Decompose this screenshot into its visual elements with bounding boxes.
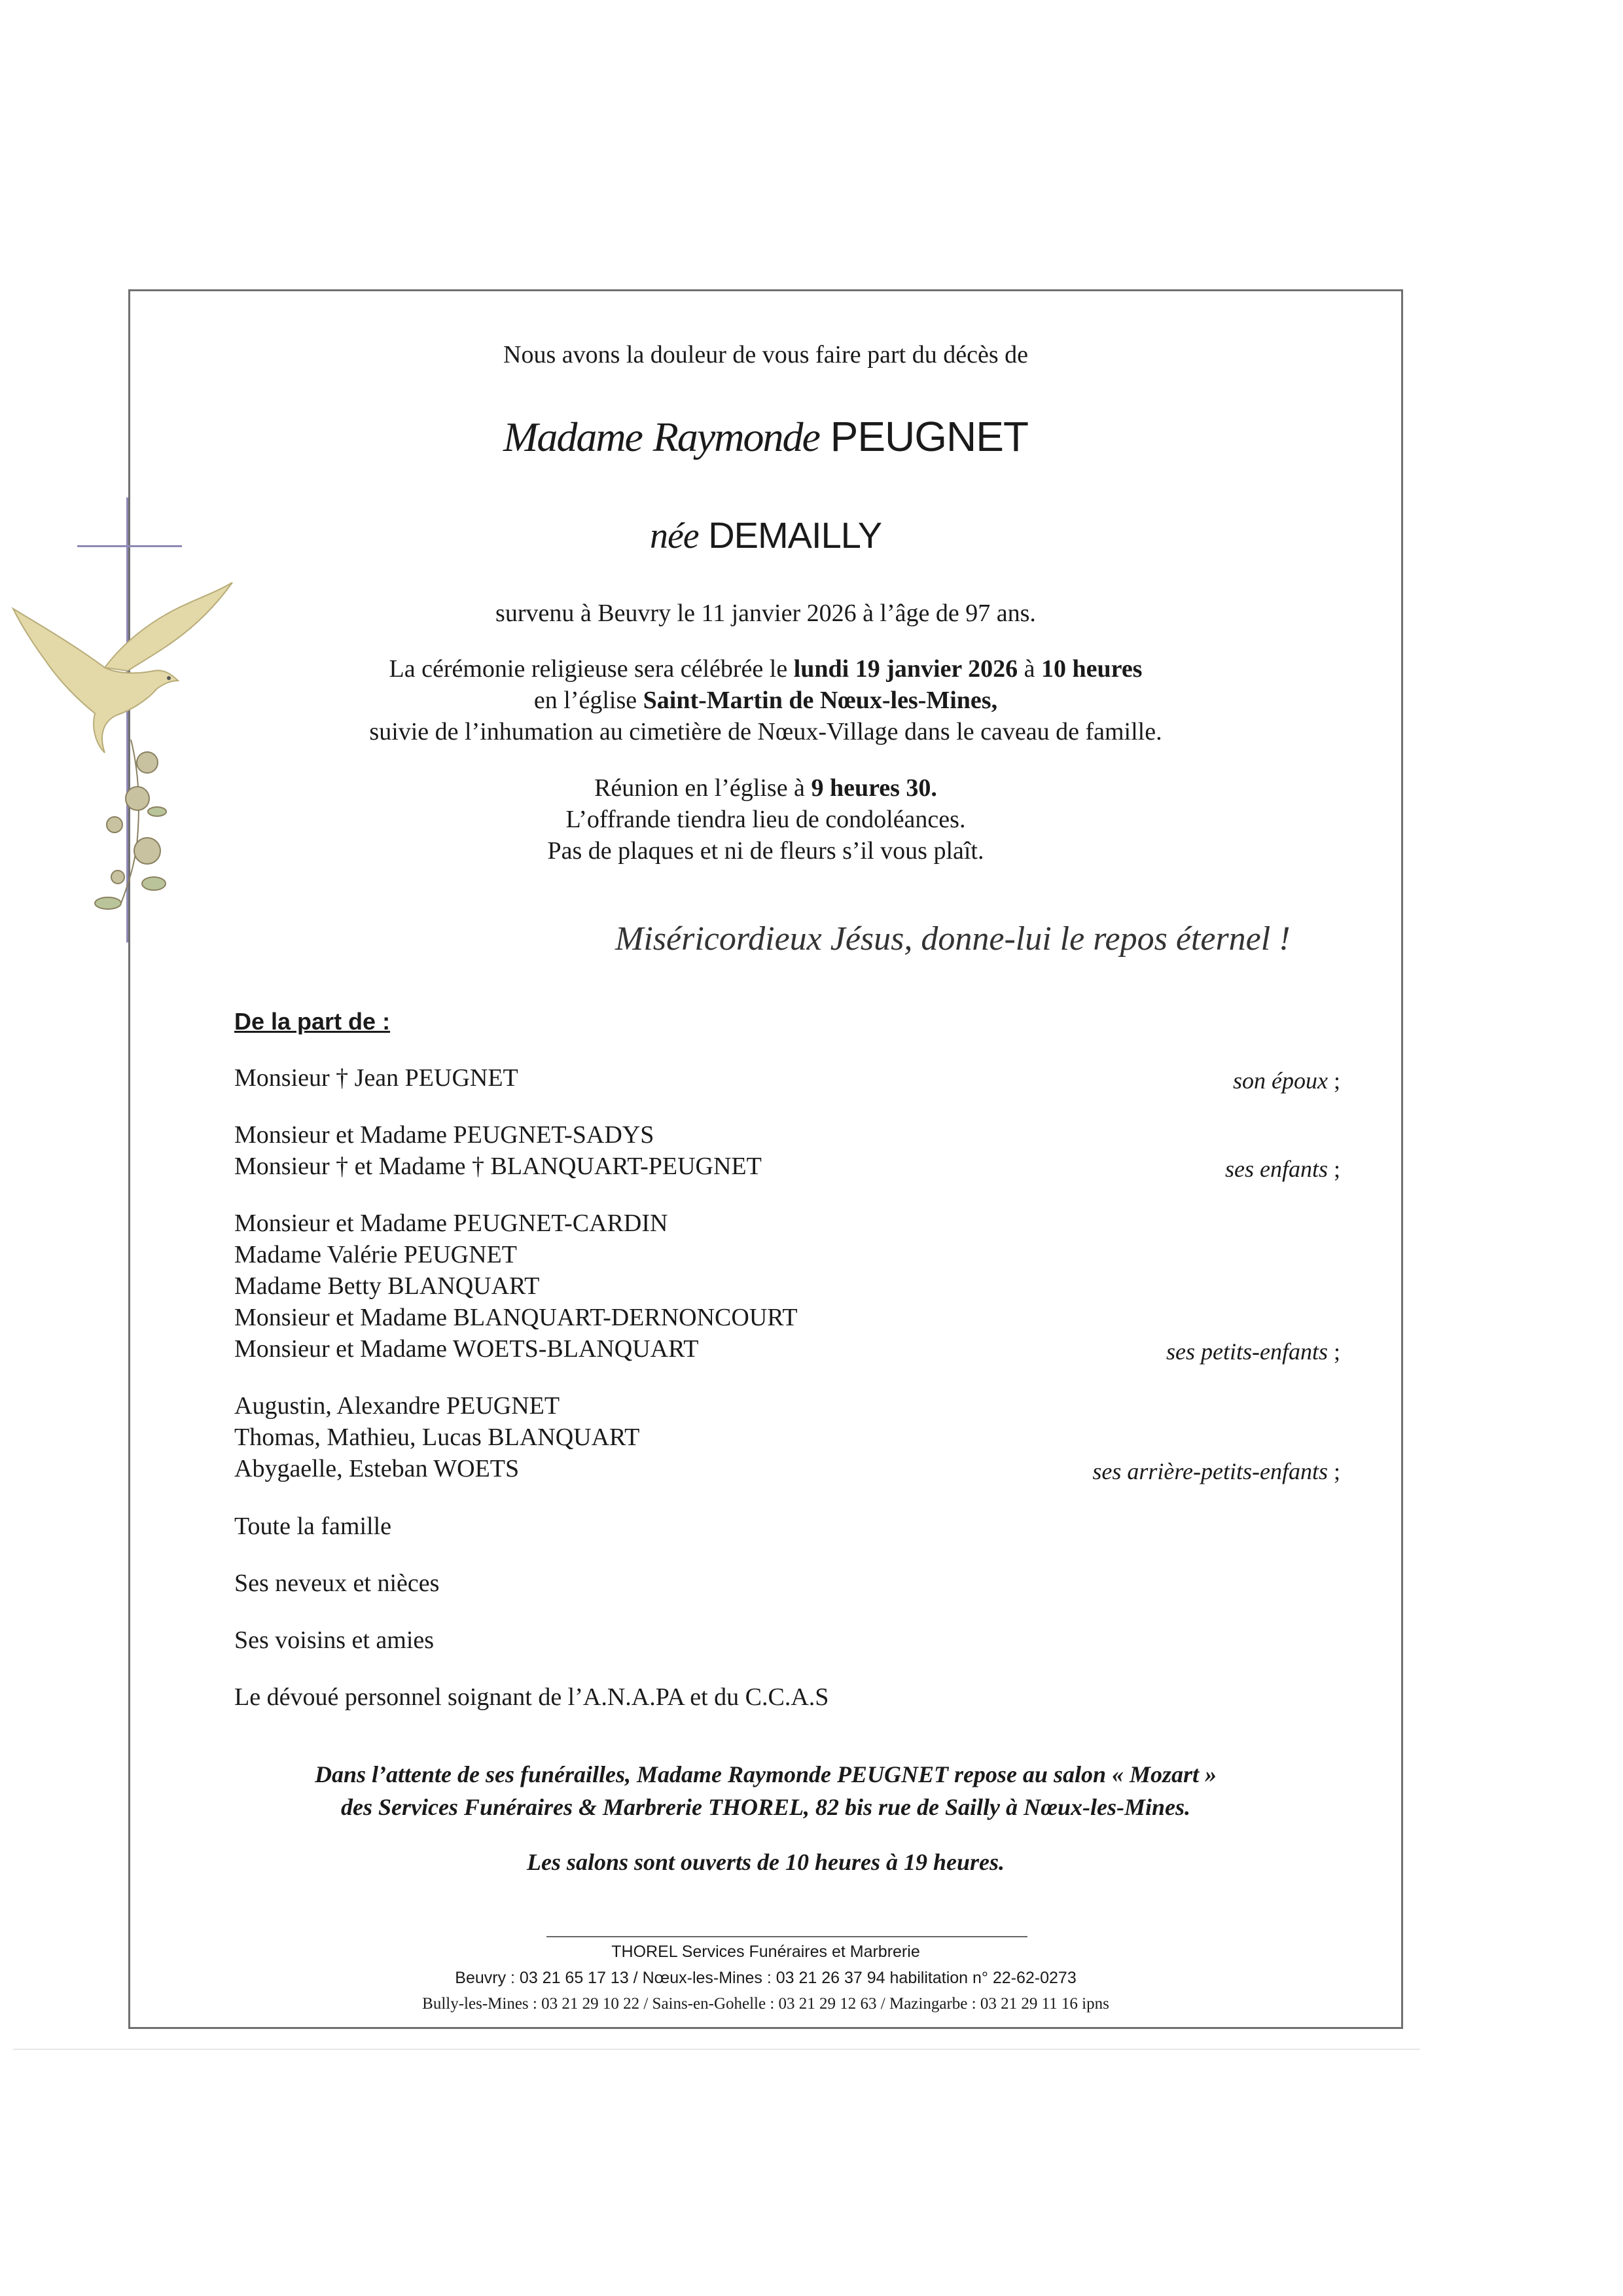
family-member: Thomas, Mathieu, Lucas BLANQUART: [234, 1424, 640, 1451]
deceased-prefix: Madame: [503, 414, 642, 460]
family-member: Ses neveux et nièces: [234, 1570, 440, 1597]
relation-label: [1166, 1338, 1340, 1365]
family-member: Monsieur † et Madame † BLANQUART-PEUGNET: [234, 1153, 762, 1180]
footer-contacts-1: Beuvry : 03 21 65 17 13 / Nœux-les-Mines : 03 21 26 37 94 habilitation n° 22-62-0273: [455, 1969, 1077, 1987]
footer-rule: [546, 1936, 1027, 1937]
maiden-name-line: [128, 514, 1403, 557]
reunion-line-2: L’offrande tiendra lieu de condoléances.: [565, 806, 966, 833]
family-member: Monsieur et Madame BLANQUART-DERNONCOURT: [234, 1304, 798, 1331]
ceremony-text: La cérémonie religieuse sera célébrée le: [389, 655, 794, 683]
reunion-text: Réunion en l’église à: [594, 774, 812, 802]
relation-text: ses enfants: [1224, 1156, 1328, 1182]
ceremony-text: en l’église: [533, 687, 643, 714]
relation-suffix: ;: [1327, 1338, 1340, 1365]
family-member: Monsieur et Madame PEUGNET-SADYS: [234, 1121, 654, 1149]
ceremony-line-1: [128, 655, 1403, 683]
family-member: Monsieur † Jean PEUGNET: [234, 1064, 518, 1092]
relation-text: son époux: [1233, 1067, 1328, 1094]
ceremony-place: Saint-Martin de Nœux-les-Mines,: [643, 687, 998, 714]
funeral-home-line-1: Dans l’attente de ses funérailles, Madame Raymonde PEUGNET repose au salon « Mozart »: [314, 1761, 1217, 1787]
maiden-name: DEMAILLY: [708, 514, 882, 556]
family-member: Le dévoué personnel soignant de l’A.N.A.PA et du C.C.A.S: [234, 1683, 829, 1711]
ceremony-line-3: suivie de l’inhumation au cimetière de Nœux-Village dans le caveau de famille.: [369, 718, 1162, 745]
relation-suffix: ;: [1327, 1458, 1340, 1484]
reunion-time: 9 heures 30.: [811, 774, 937, 802]
relation-text: ses petits-enfants: [1166, 1338, 1328, 1365]
family-member: Augustin, Alexandre PEUGNET: [234, 1392, 560, 1420]
family-member: Toute la famille: [234, 1513, 392, 1540]
deceased-last-name: PEUGNET: [830, 413, 1028, 460]
funeral-home-line-2: des Services Funéraires & Marbrerie THOREL, 82 bis rue de Sailly à Nœux-les-Mines.: [340, 1794, 1190, 1820]
ceremony-text: à: [1018, 655, 1041, 683]
page-bottom-rule: [13, 2049, 1420, 2050]
footer-contacts-2: Bully-les-Mines : 03 21 29 10 22 / Sains-en-Gohelle : 03 21 29 12 63 / Mazingarbe : 03 21 29 11 16 ipns: [422, 1995, 1109, 2013]
relation-suffix: ;: [1327, 1067, 1340, 1094]
relation-label: [1225, 1155, 1340, 1183]
relation-label: [1092, 1458, 1340, 1485]
deceased-first-name: Raymonde: [652, 414, 819, 460]
family-member: Abygaelle, Esteban WOETS: [234, 1455, 520, 1482]
ceremony-date: lundi 19 janvier 2026: [793, 655, 1018, 683]
reunion-line-1: [128, 774, 1403, 802]
family-member: Madame Valérie PEUGNET: [234, 1241, 517, 1268]
death-notice: survenu à Beuvry le 11 janvier 2026 à l’âge de 97 ans.: [495, 600, 1036, 627]
family-member: Madame Betty BLANQUART: [234, 1272, 540, 1300]
intro-text: Nous avons la douleur de vous faire part du décès de: [503, 341, 1028, 368]
ceremony-line-2: [128, 686, 1403, 715]
de-la-part-label: De la part de :: [234, 1008, 391, 1035]
salon-hours: Les salons sont ouverts de 10 heures à 19 heures.: [526, 1849, 1005, 1875]
relation-suffix: ;: [1327, 1156, 1340, 1182]
relation-label: [1233, 1067, 1340, 1094]
family-member: Ses voisins et amies: [234, 1626, 435, 1654]
relation-text: ses arrière-petits-enfants: [1092, 1458, 1328, 1484]
family-member: Monsieur et Madame PEUGNET-CARDIN: [234, 1210, 668, 1237]
ceremony-time: 10 heures: [1041, 655, 1143, 683]
nee-label: née: [649, 516, 699, 556]
prayer-text: Miséricordieux Jésus, donne-lui le repos éternel !: [615, 920, 1291, 958]
footer-company: THOREL Services Funéraires et Marbrerie: [611, 1943, 920, 1961]
reunion-line-3: Pas de plaques et ni de fleurs s’il vous plaît.: [547, 837, 984, 865]
family-member: Monsieur et Madame WOETS-BLANQUART: [234, 1335, 699, 1363]
deceased-name: [128, 412, 1403, 461]
